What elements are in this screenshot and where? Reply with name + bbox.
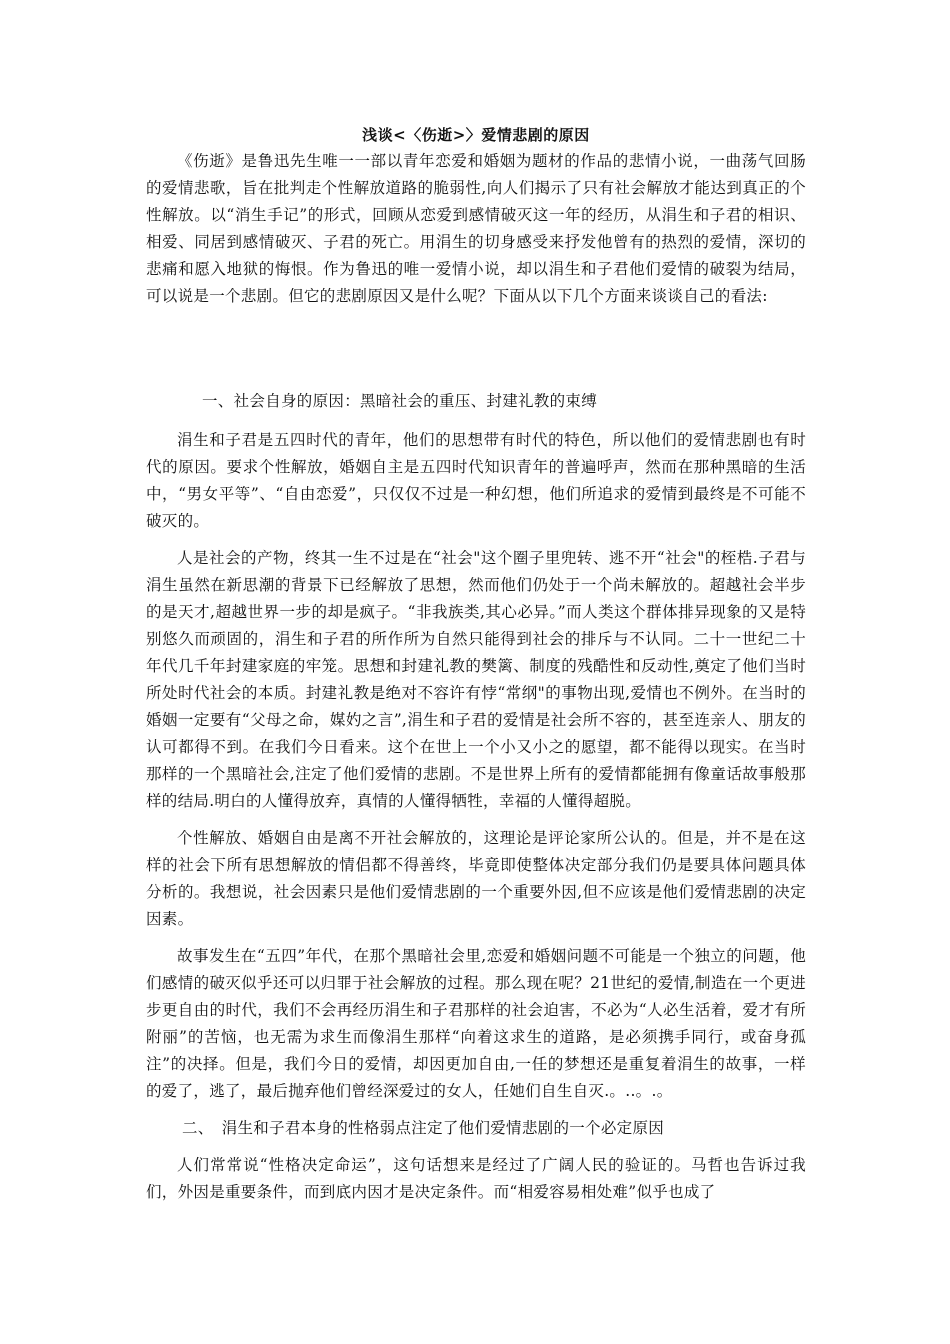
- section-1-paragraph-3: 个性解放、婚姻自由是离不开社会解放的，这理论是评论家所公认的。但是，并不是在这样的社会下所有思想解放的情侣都不得善终，毕竟即使整体决定部分我们仍是要具体问题具体分析的。我想说，社会因素只是他们爱情悲剧的一个重要外因,但不应该是他们爱情悲剧的决定因素。: [146, 829, 806, 928]
- section-1-paragraph-2: 人是社会的产物，终其一生不过是在“社会"这个圈子里兜转、逃不开“社会"的桎梏.子君与涓生虽然在新思潮的背景下已经解放了思想，然而他们仍处于一个尚未解放的。超越社会半步的是天才,超越世界一步的却是疯子。“非我族类,其心必异。”而人类这个群体排异现象的又是特别悠久而顽固的，涓生和子君的所作所为自然只能得到社会的排斥与不认同。二十一世纪二十年代几千年封建家庭的牢笼。思想和封建礼教的樊篱、制度的残酷性和反动性,奠定了他们当时所处时代社会的本质。封建礼教是绝对不容许有悖“常纲"的事物出现,爱情也不例外。在当时的婚姻一定要有“父母之命，媒妁之言”,涓生和子君的爱情是社会所不容的，甚至连亲人、朋友的认可都得不到。在我们今日看来。这个在世上一个小又小之的愿望，都不能得以现实。在当时那样的一个黑暗社会,注定了他们爱情的悲剧。不是世界上所有的爱情都能拥有像童话故事般那样的结局.明白的人懂得放弃，真情的人懂得牺牲，幸福的人懂得超脱。: [146, 549, 806, 810]
- intro-paragraph: 《伤逝》是鲁迅先生唯一一部以青年恋爱和婚姻为题材的作品的悲情小说，一曲荡气回肠的爱情悲歌，旨在批判走个性解放道路的脆弱性,向人们揭示了只有社会解放才能达到真正的个性解放。以“消生手记”的形式，回顾从恋爱到感情破灭这一年的经历，从涓生和子君的相识、相爱、同居到感情破灭、子君的死亡。用涓生的切身感受来抒发他曾有的热烈的爱情，深切的悲痛和愿入地狱的悔恨。作为鲁迅的唯一爱情小说，却以涓生和子君他们爱情的破裂为结局，可以说是一个悲剧。但它的悲剧原因又是什么呢？下面从以下几个方面来谈谈自己的看法:: [146, 152, 806, 305]
- document-title: 浅谈<〈伤逝>〉爱情悲剧的原因: [362, 126, 590, 144]
- document-page: [146, 124, 806, 1206]
- section-2-heading: 二、 涓生和子君本身的性格弱点注定了他们爱情悲剧的一个必定原因: [182, 1119, 665, 1137]
- section-1-paragraph-1: 涓生和子君是五四时代的青年，他们的思想带有时代的特色，所以他们的爱情悲剧也有时代的原因。要求个性解放，婚姻自主是五四时代知识青年的普遍呼声，然而在那种黑暗的生活中，“男女平等”、“自由恋爱”，只仅仅不过是一种幻想，他们所追求的爱情到最终是不可能不破灭的。: [146, 431, 806, 530]
- section-1-paragraph-4: 故事发生在“五四”年代，在那个黑暗社会里,恋爱和婚姻问题不可能是一个独立的问题，他们感情的破灭似乎还可以归罪于社会解放的过程。那么现在呢？21世纪的爱情,制造在一个更进步更自由的时代，我们不会再经历涓生和子君那样的社会迫害，不必为“人必生活着，爱才有所附丽”的苦恼，也无需为求生而像涓生那样“向着这求生的道路，是必须携手同行，或奋身孤注”的决择。但是，我们今日的爱情，却因更加自由,一任的梦想还是重复着涓生的故事，一样的爱了，逃了，最后抛弃他们曾经深爱过的女人，任她们自生自灭.。..。.。: [146, 947, 806, 1100]
- section-1-heading: 一、社会自身的原因：黑暗社会的重压、封建礼教的束缚: [202, 392, 598, 410]
- section-2-paragraph-1: 人们常常说“性格决定命运”，这句话想来是经过了广阔人民的验证的。马哲也告诉过我们，外因是重要条件，而到底内因才是决定条件。而“相爱容易相处难”似乎也成了: [146, 1156, 806, 1201]
